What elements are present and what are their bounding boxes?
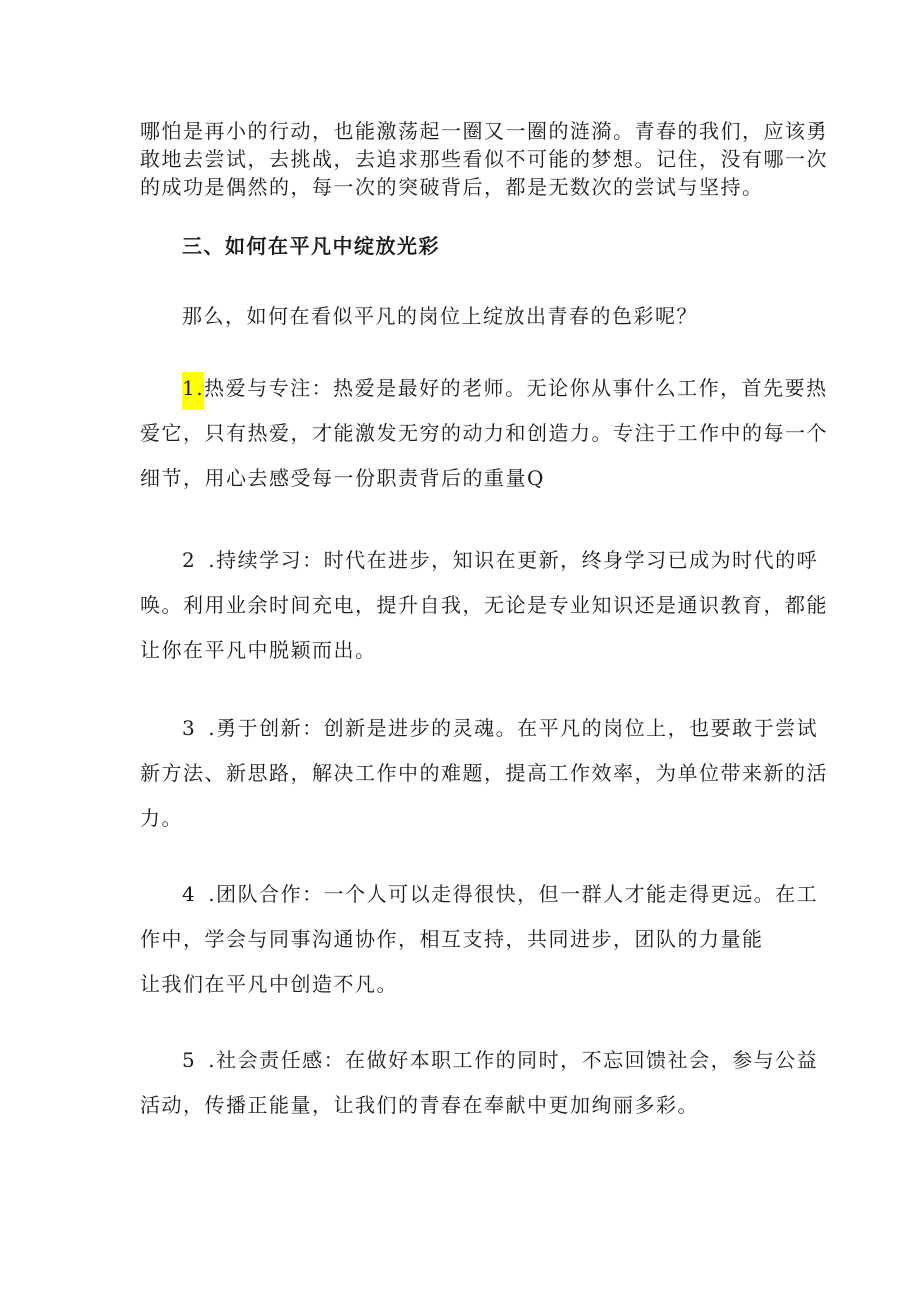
list-item-line: 细节，用心去感受每一份职责背后的重量Q (140, 466, 545, 490)
list-item-first-line (140, 1038, 819, 1083)
intro-line: 敢地去尝试，去挑战，去追求那些看似不可能的梦想。记住，没有哪一次 (140, 147, 828, 171)
list-item-line: 让你在平凡中脱颖而出。 (140, 638, 377, 662)
list-item-1 (140, 366, 828, 501)
list-item-3 (140, 706, 828, 841)
list-item-line: 爱它，只有热爱，才能激发无穷的动力和创造力。专注于工作中的每一个 (140, 421, 828, 445)
list-item-first-line (140, 872, 819, 917)
intro-paragraph (140, 117, 828, 201)
list-item-first-line (140, 366, 828, 411)
list-item-text: .团队合作：一个人可以走得很快，但一群人才能走得更远。在工 (208, 882, 819, 906)
list-item-5 (140, 1038, 819, 1128)
list-item-line: 力。 (140, 806, 183, 830)
list-item-line: 让我们在平凡中创造不凡。 (140, 972, 398, 996)
list-item-text: .勇于创新：创新是进步的灵魂。在平凡的岗位上，也要敢于尝试 (208, 716, 819, 740)
list-item-line: 作中，学会与同事沟通协作，相互支持，共同进步，团队的力量能 (140, 927, 764, 951)
question-paragraph: 那么，如何在看似平凡的岗位上绽放出青春的色彩呢？ (182, 304, 698, 328)
intro-line: 的成功是偶然的，每一次的突破背后，都是无数次的尝试与坚持。 (140, 175, 764, 199)
highlighted-number: 1. (182, 372, 204, 410)
list-item-text: .持续学习：时代在进步，知识在更新，终身学习已成为时代的呼 (208, 548, 819, 572)
list-item-4 (140, 872, 819, 1007)
list-item-first-line (140, 538, 819, 583)
list-item-number: 5 (182, 1048, 197, 1072)
list-item-first-line (140, 706, 819, 751)
list-item-number: 4 (182, 882, 197, 906)
list-item-text: 热爱与专注：热爱是最好的老师。无论你从事什么工作，首先要热 (204, 376, 828, 400)
list-item-line: 活动，传播正能量，让我们的青春在奉献中更加绚丽多彩。 (140, 1093, 699, 1117)
list-item-text: .社会责任感：在做好本职工作的同时，不忘回馈社会，参与公益 (208, 1048, 819, 1072)
intro-line: 哪怕是再小的行动，也能激荡起一圈又一圈的涟漪。青春的我们，应该勇 (140, 119, 828, 143)
section-heading: 三、如何在平凡中绽放光彩 (182, 234, 440, 258)
list-item-number: 2 (182, 548, 197, 572)
list-item-line: 新方法、新思路，解决工作中的难题，提高工作效率，为单位带来新的活 (140, 761, 828, 785)
list-item-line: 唤。利用业余时间充电，提升自我，无论是专业知识还是通识教育，都能 (140, 593, 828, 617)
list-item-2 (140, 538, 828, 673)
list-item-number: 3 (182, 716, 197, 740)
